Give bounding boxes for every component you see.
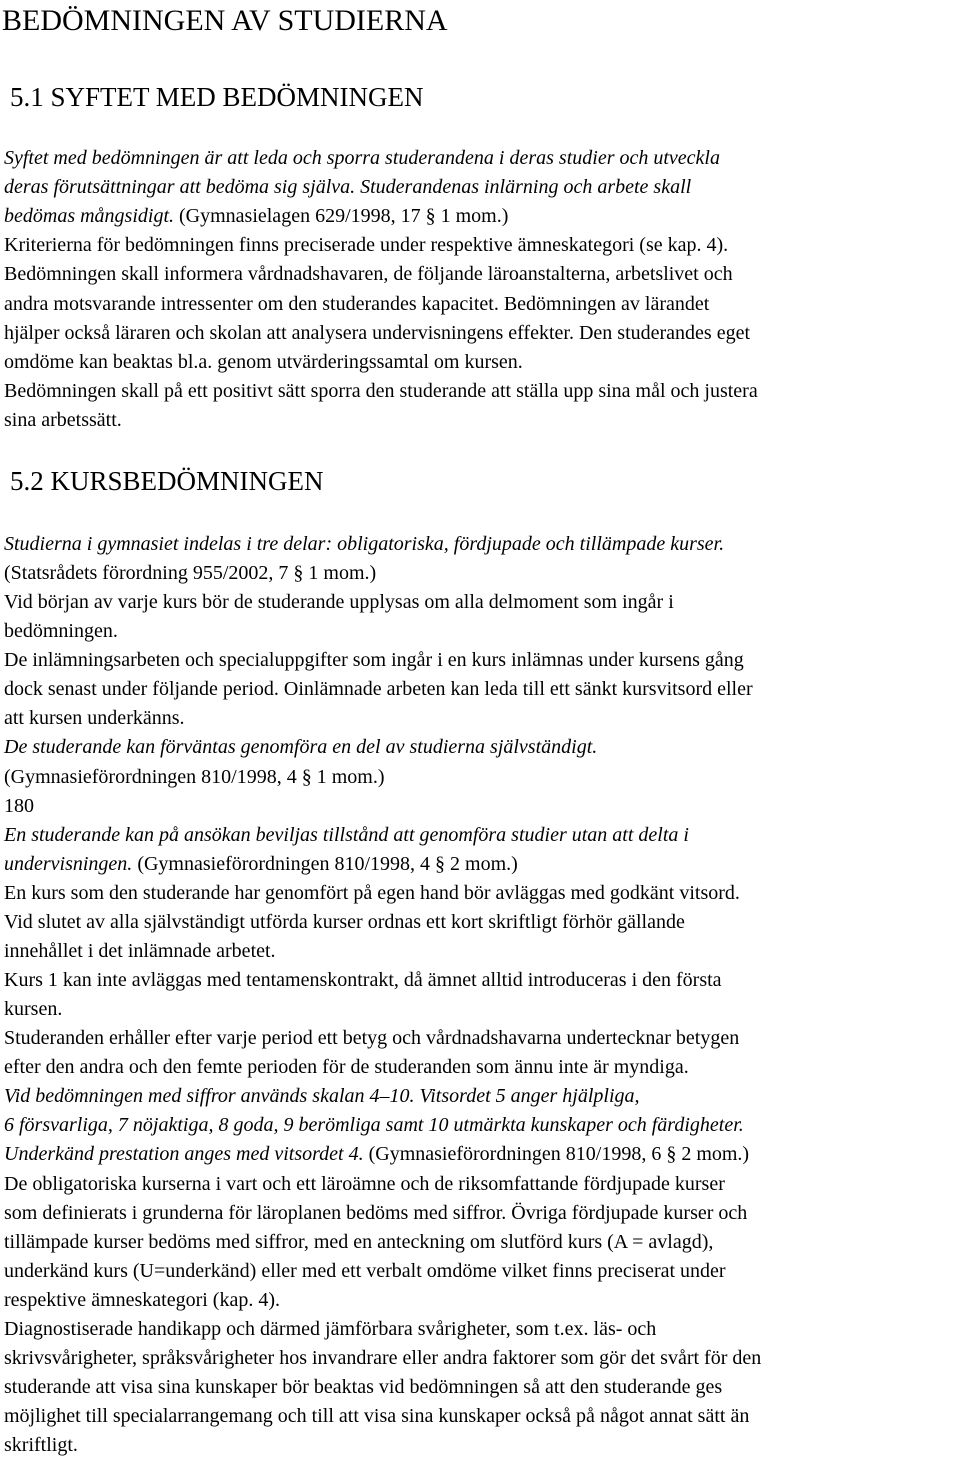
text-line [4, 765, 385, 789]
text-segment: skrivsvårigheter, språksvårigheter hos invandrare eller andra faktorer som gör det svårt för den [4, 1346, 762, 1369]
text-segment: (Gymnasieförordningen 810/1998, 6 § 2 mom.) [363, 1143, 750, 1166]
text-line [4, 1404, 749, 1428]
text-line [4, 619, 118, 643]
italic-text-segment: Studierna i gymnasiet indelas i tre delar: obligatoriska, fördjupade och tillämpade kurser. [4, 533, 725, 555]
text-segment: kursen. [4, 998, 63, 1021]
text-segment: 180 [4, 794, 34, 817]
text-segment: andra motsvarande intressenter om den studerandes kapacitet. Bedömningen av lärandet [4, 292, 710, 315]
text-segment: skriftligt. [4, 1434, 78, 1457]
text-line [4, 379, 758, 403]
section-2-title: 5.2 KURSBEDÖMNINGEN [10, 466, 324, 496]
text-segment: Studeranden erhåller efter varje period ett betyg och vårdnadshavarna undertecknar betygen [4, 1027, 740, 1050]
text-segment: tillämpade kurser bedöms med siffror, med en anteckning om slutförd kurs (A = avlagd), [4, 1230, 714, 1253]
text-line [4, 1288, 280, 1312]
text-line [4, 262, 733, 286]
text-line [4, 910, 685, 934]
text-segment: Vid slutet av alla självständigt utförda kurser ordnas ett kort skriftligt förhör gällande [4, 910, 685, 933]
text-line [4, 1084, 640, 1108]
text-segment: möjlighet till specialarrangemang och till att visa sina kunskaper också på något annat sätt än [4, 1405, 750, 1428]
text-line [4, 590, 674, 614]
text-segment: bedömningen. [4, 620, 118, 643]
text-line [4, 677, 753, 701]
text-line [4, 706, 185, 730]
text-line [4, 968, 722, 992]
text-segment: (Statsrådets förordning 955/2002, 7 § 1 mom.) [4, 562, 377, 585]
text-segment: Kurs 1 kan inte avläggas med tentamenskontrakt, då ämnet alltid introduceras i den första [4, 969, 722, 992]
text-segment: sina arbetssätt. [4, 408, 122, 431]
text-line [4, 823, 689, 847]
italic-text-segment: Syftet med bedömningen är att leda och sporra studerandena i deras studier och utveckla [4, 147, 720, 169]
text-line [4, 1201, 747, 1225]
text-line [4, 1346, 761, 1370]
text-line [4, 735, 597, 759]
italic-text-segment: De studerande kan förväntas genomföra en del av studierna självständigt. [4, 736, 598, 759]
text-segment: omdöme kan beaktas bl.a. genom utvärderingssamtal om kursen. [4, 350, 523, 373]
text-segment: Bedömningen skall på ett positivt sätt sporra den studerande att ställa upp sina mål och justera [4, 379, 758, 402]
text-line [4, 408, 122, 432]
page-heading: BEDÖMNINGEN AV STUDIERNA [2, 4, 448, 37]
text-line [4, 175, 691, 199]
italic-text-segment: 6 försvarliga, 7 nöjaktiga, 8 goda, 9 berömliga samt 10 utmärkta kunskaper och färdigheter. [4, 1114, 744, 1137]
text-segment: att kursen underkänns. [4, 707, 185, 730]
text-segment: En kurs som den studerande har genomfört på egen hand bör avläggas med godkänt vitsord. [4, 881, 740, 904]
text-line [4, 1113, 744, 1137]
section-1-title: 5.1 SYFTET MED BEDÖMNINGEN [10, 82, 424, 112]
text-segment: De inlämningsarbeten och specialuppgifter som ingår i en kurs inlämnas under kursens gång [4, 649, 744, 672]
text-line [4, 532, 724, 556]
text-line [4, 292, 709, 316]
text-line [4, 1026, 739, 1050]
text-segment: (Gymnasieförordningen 810/1998, 4 § 1 mom.) [4, 765, 385, 788]
italic-text-segment: undervisningen. [4, 852, 133, 875]
text-segment: respektive ämneskategori (kap. 4). [4, 1288, 281, 1311]
text-segment: hjälper också läraren och skolan att analysera undervisningens effekter. Den studerandes eget [4, 321, 751, 344]
text-line [4, 233, 728, 257]
text-line [4, 146, 720, 170]
text-segment: studerande att visa sina kunskaper bör beaktas vid bedömningen så att den studerande ges [4, 1376, 723, 1399]
text-line [4, 939, 276, 963]
text-segment: De obligatoriska kurserna i vart och ett läroämne och de riksomfattande fördjupade kurser [4, 1172, 725, 1195]
text-segment: Vid början av varje kurs bör de studerande upplysas om alla delmoment som ingår i [4, 591, 674, 614]
text-segment: (Gymnasielagen 629/1998, 17 § 1 mom.) [174, 205, 509, 228]
text-segment: Kriterierna för bedömningen finns preciserade under respektive ämneskategori (se kap. 4). [4, 234, 729, 257]
text-line [4, 1055, 689, 1079]
text-segment: underkänd kurs (U=underkänd) eller med ett verbalt omdöme vilket finns preciserat under [4, 1259, 726, 1282]
text-line [4, 561, 376, 585]
text-segment: dock senast under följande period. Oinlämnade arbeten kan leda till ett sänkt kursvitsord eller [4, 678, 753, 701]
italic-text-segment: Vid bedömningen med siffror används skalan 4–10. Vitsordet 5 anger hjälpliga, [4, 1085, 640, 1108]
text-segment: som definierats i grunderna för läroplanen bedöms med siffror. Övriga fördjupade kurser och [4, 1201, 748, 1224]
text-line [4, 794, 34, 818]
text-line [4, 997, 62, 1021]
text-line [4, 881, 740, 905]
text-line [4, 321, 750, 345]
text-line [4, 204, 508, 228]
text-line [4, 1433, 78, 1457]
italic-text-segment: bedömas mångsidigt. [4, 205, 174, 228]
text-line [4, 1142, 749, 1166]
text-segment: Diagnostiserade handikapp och därmed jämförbara svårigheter, som t.ex. läs- och [4, 1317, 657, 1340]
text-segment: efter den andra och den femte perioden för de studeranden som ännu inte är myndiga. [4, 1056, 689, 1079]
text-line [4, 1317, 656, 1341]
text-line [4, 1172, 725, 1196]
text-segment: (Gymnasieförordningen 810/1998, 4 § 2 mom.) [132, 852, 518, 875]
italic-text-segment: Underkänd prestation anges med vitsordet 4. [4, 1143, 364, 1166]
text-line [4, 648, 744, 672]
italic-text-segment: En studerande kan på ansökan beviljas tillstånd att genomföra studier utan att delta i [4, 823, 689, 846]
text-segment: Bedömningen skall informera vårdnadshavaren, de följande läroanstalterna, arbetslivet och [4, 263, 733, 286]
text-line [4, 1230, 713, 1254]
text-line [4, 852, 518, 876]
italic-text-segment: deras förutsättningar att bedöma sig själva. Studerandenas inlärning och arbete skall [4, 176, 692, 199]
text-segment: innehållet i det inlämnade arbetet. [4, 939, 276, 962]
text-line [4, 1259, 726, 1283]
text-line [4, 350, 523, 374]
text-line [4, 1375, 722, 1399]
